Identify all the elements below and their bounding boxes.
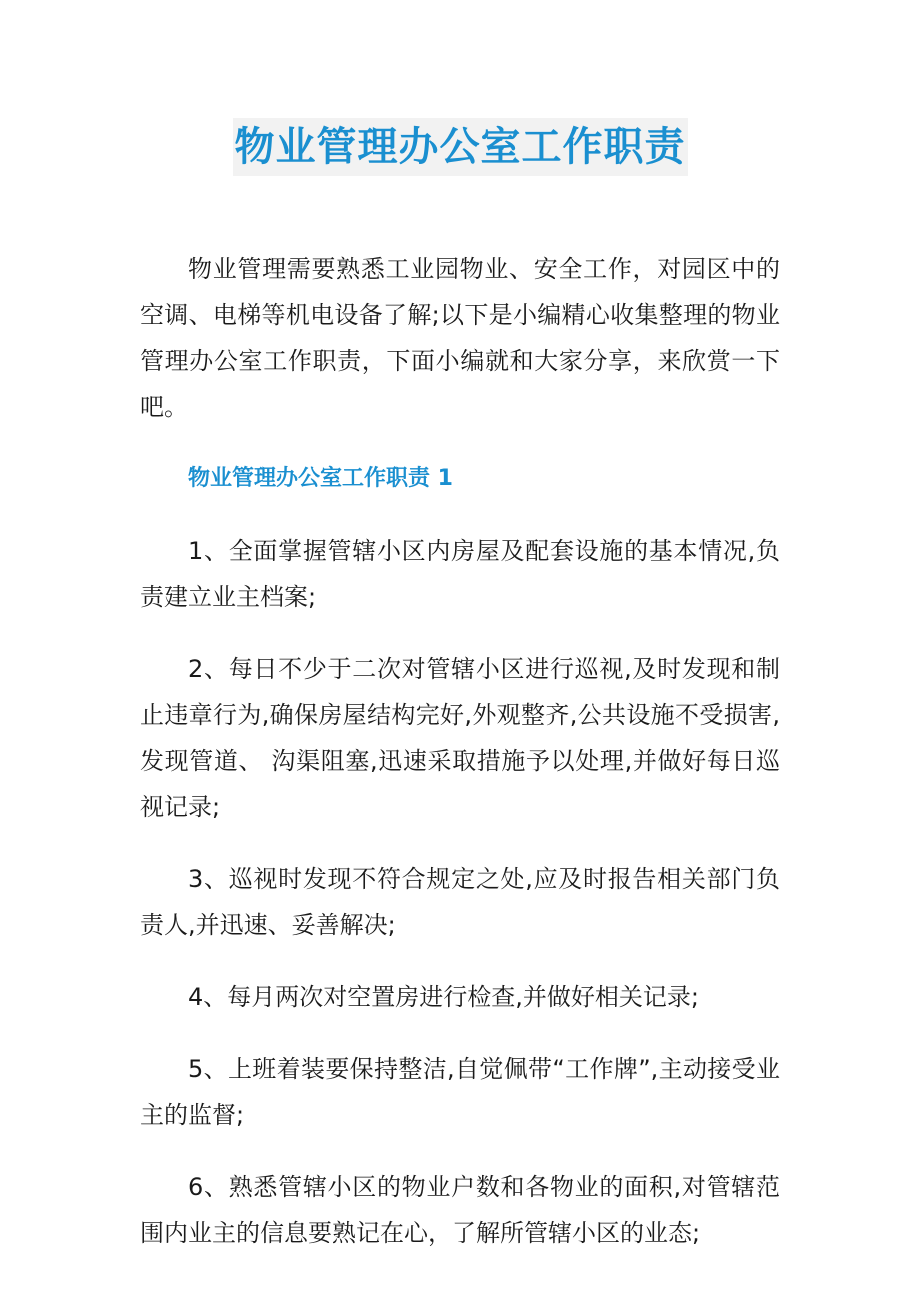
duty-item-1: 1、全面掌握管辖小区内房屋及配套设施的基本情况,负责建立业主档案;: [140, 537, 780, 611]
duty-item-6: 6、熟悉管辖小区的物业户数和各物业的面积,对管辖范围内业主的信息要熟记在心，了解所管辖小区的业态;: [140, 1173, 780, 1247]
duty-item-2: 2、每日不少于二次对管辖小区进行巡视,及时发现和制止违章行为,确保房屋结构完好,外观整齐,公共设施不受损害,发现管道、 沟渠阻塞,迅速采取措施予以处理,并做好每日巡视记录;: [140, 655, 780, 821]
section-heading: 物业管理办公室工作职责 1: [188, 466, 453, 491]
duty-item-4: 4、每月两次对空置房进行检查,并做好相关记录;: [188, 983, 699, 1011]
duty-item-5: 5、上班着装要保持整洁,自觉佩带“工作牌”,主动接受业主的监督;: [140, 1055, 780, 1129]
title-wrapper: [0, 118, 920, 176]
intro-paragraph: 物业管理需要熟悉工业园物业、安全工作，对园区中的空调、电梯等机电设备了解;以下是小编精心收集整理的物业管理办公室工作职责，下面小编就和大家分享，来欣赏一下吧。: [140, 255, 780, 421]
document-title: 物业管理办公室工作职责: [233, 118, 688, 176]
document-body: [140, 246, 780, 1282]
duty-item-3: 3、巡视时发现不符合规定之处,应及时报告相关部门负责人,并迅速、妥善解决;: [140, 865, 780, 939]
